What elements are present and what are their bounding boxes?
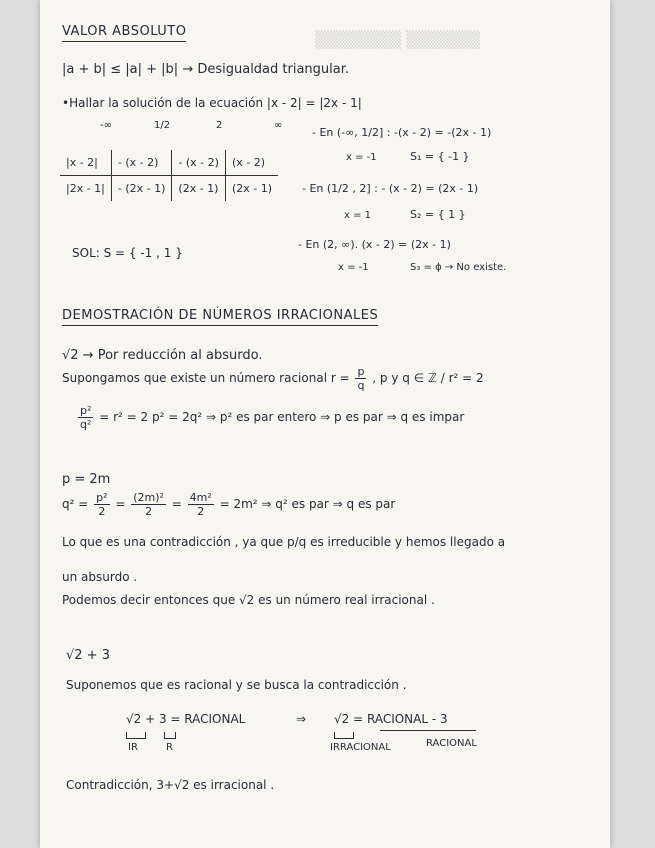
proof-step-square-text: = r² = 2 p² = 2q² ⇒ p² es par entero ⇒ p es par ⇒ q es impar	[99, 410, 465, 424]
table-cell: |x - 2|	[60, 150, 111, 176]
label-ir: IR	[128, 742, 138, 753]
label-racional: RACIONAL	[426, 738, 477, 749]
proof-assumption	[62, 366, 484, 391]
case-3-set: S₃ = ϕ → No existe.	[410, 262, 507, 273]
case-1-equation: - En (-∞, 1/2] : -(x - 2) = -(2x - 1)	[312, 126, 492, 139]
table-cell: - (x - 2)	[172, 150, 226, 176]
label-r: R	[166, 742, 173, 753]
implies-arrow: ⇒	[296, 712, 307, 726]
case-1-set: S₁ = { -1 }	[410, 150, 470, 163]
proof-p-equals-2m: p = 2m	[62, 472, 111, 487]
bleed-through-text: ▒▒▒▒▒▒▒ ▒▒▒▒▒▒	[315, 30, 481, 49]
proof-q-squared-lhs: q² =	[62, 497, 89, 511]
proof-assumption-tail: , p y q ∈ ℤ / r² = 2	[372, 371, 484, 385]
overbrace-rational	[380, 730, 476, 731]
final-conclusion: Contradicción, 3+√2 es irracional .	[66, 778, 275, 792]
proof-absurd: un absurdo .	[62, 570, 138, 584]
fraction-4m2-over-2: $\frac{\text{4m²}}{2}$	[189, 491, 212, 518]
table-cell: (2x - 1)	[172, 176, 226, 202]
table-row	[60, 150, 278, 176]
label-irracional: IRRACIONAL	[330, 742, 391, 753]
proof-step-square	[76, 405, 464, 430]
fraction-2m-sq-over-2: $\frac{\text{(2m)²}}{2}$	[133, 491, 164, 518]
brace-under-sqrt2-right	[334, 732, 354, 739]
triangle-inequality: |a + b| ≤ |a| + |b| → Desigualdad triangular.	[62, 62, 350, 77]
case-2-set: S₂ = { 1 }	[410, 208, 466, 221]
exercise-statement: •Hallar la solución de la ecuación |x - 2| = |2x - 1|	[62, 96, 362, 110]
proof-q-squared-tail: = 2m² ⇒ q² es par ⇒ q es par	[219, 497, 396, 511]
brace-under-3	[164, 732, 176, 739]
second-assumption: Suponemos que es racional y se busca la contradicción .	[66, 678, 407, 692]
case-2-equation: - En (1/2 , 2] : - (x - 2) = (2x - 1)	[302, 182, 479, 195]
second-equation-left: √2 + 3 = RACIONAL	[126, 712, 246, 726]
case-3-result: x = -1	[338, 262, 369, 273]
fraction-p-over-q: $\frac{p}{q}$	[357, 365, 365, 392]
fraction-p2-over-2: $\frac{\text{p²}}{2}$	[96, 491, 108, 518]
table-cell: |2x - 1|	[60, 176, 111, 202]
proof-conclusion: Podemos decir entonces que √2 es un número real irracional .	[62, 593, 435, 607]
absolute-solution: SOL: S = { -1 , 1 }	[72, 246, 183, 260]
sign-table	[60, 150, 278, 201]
proof-q-squared: q² = $\frac{\text{p²}}{2}$ = $\frac{\text{(2m)²}}{2}$ = $\frac{\text{4m²}}{2}$ = 2m² ⇒ q² es par ⇒ q es par	[62, 491, 396, 518]
second-claim: √2 + 3	[66, 648, 110, 663]
second-equation-right: √2 = RACIONAL - 3	[334, 712, 448, 726]
axis-label-pos-inf: ∞	[274, 120, 283, 131]
table-row	[60, 176, 278, 202]
table-cell: (x - 2)	[225, 150, 278, 176]
case-3-equation: - En (2, ∞). (x - 2) = (2x - 1)	[298, 238, 451, 251]
case-1-result: x = -1	[346, 152, 377, 163]
section-title-irracionales: DEMOSTRACIÓN DE NÚMEROS IRRACIONALES	[62, 308, 378, 326]
axis-label-neg-inf: -∞	[100, 120, 112, 131]
axis-label-two: 2	[216, 120, 223, 131]
table-cell: - (2x - 1)	[111, 176, 172, 202]
proof-assumption-text: Supongamos que existe un número racional r =	[62, 371, 350, 385]
axis-label-half: 1/2	[154, 120, 171, 131]
section-title-valor-absoluto: VALOR ABSOLUTO	[62, 24, 186, 42]
fraction-p2-over-q2: $\frac{\text{p²}}{\text{q²}}$	[80, 404, 92, 431]
proof-intro: √2 → Por reducción al absurdo.	[62, 348, 263, 363]
table-cell: - (x - 2)	[111, 150, 172, 176]
proof-contradiction: Lo que es una contradicción , ya que p/q es irreducible y hemos llegado a	[62, 535, 506, 549]
table-cell: (2x - 1)	[231, 182, 273, 195]
brace-under-sqrt2	[126, 732, 146, 739]
case-2-result: x = 1	[344, 210, 372, 221]
notebook-page	[40, 0, 610, 848]
